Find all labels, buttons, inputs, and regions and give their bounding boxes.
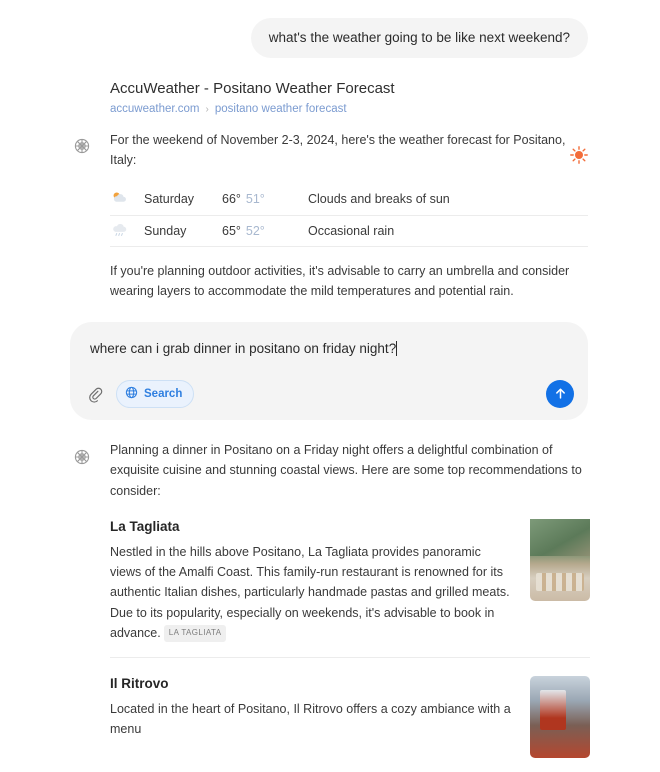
forecast-high: 66°	[222, 192, 241, 207]
recommendation-name: Il Ritrovo	[110, 676, 169, 691]
recommendation-description	[110, 542, 512, 643]
search-chip-label: Search	[144, 387, 183, 400]
table-row	[110, 184, 588, 215]
recommendation-thumbnail[interactable]	[530, 676, 590, 758]
recommendation-text	[110, 676, 512, 758]
assistant-weather-answer	[0, 58, 660, 335]
list-item	[110, 501, 590, 658]
dinner-intro-text: Planning a dinner in Positano on a Friday night offers a delightful combination of exquisite cuisine and stunning coastal views. Here are some top recommendations to consider:	[110, 443, 582, 498]
assistant-dinner-answer	[70, 440, 590, 772]
dinner-answer-body	[70, 440, 590, 772]
assistant-logo-icon	[74, 138, 90, 154]
list-item	[110, 658, 590, 772]
breadcrumb-separator-icon: ›	[205, 103, 209, 115]
forecast-low: 52°	[245, 223, 265, 238]
composer-toolbar	[86, 380, 572, 408]
recommendation-name: La Tagliata	[110, 518, 180, 534]
sun-behind-cloud-icon	[110, 184, 144, 215]
globe-icon	[125, 386, 138, 402]
weather-sun-icon	[570, 146, 588, 164]
weather-card-title: AccuWeather - Positano Weather Forecast	[110, 79, 395, 97]
recommendation-description-text: Nestled in the hills above Positano, La Tagliata provides panoramic views of the Amalfi Coast. This family-run restaurant is renowned for its authentic Italian dishes, particularly handmade pastas and grilled meats. Due to its popularity, especially on weekends, it's advisable to book in advance.	[110, 544, 510, 640]
breadcrumb[interactable]	[110, 103, 588, 115]
forecast-low: 51°	[245, 192, 265, 207]
forecast-high: 65°	[222, 223, 241, 238]
weather-advice-text: If you're planning outdoor activities, it's advisable to carry an umbrella and consider wearing layers to accommodate the mild temperatures and potential rain.	[110, 263, 570, 298]
breadcrumb-path[interactable]: positano weather forecast	[214, 103, 347, 116]
forecast-table	[110, 184, 588, 247]
composer-value: where can i grab dinner in positano on friday night?	[90, 341, 397, 356]
message-composer[interactable]	[70, 322, 588, 420]
recommendation-thumbnail[interactable]	[530, 519, 590, 601]
user-message-bubble: what's the weather going to be like next weekend?	[251, 18, 588, 58]
forecast-temps	[222, 184, 308, 215]
assistant-logo-icon	[74, 449, 90, 465]
user-message-row	[0, 0, 660, 58]
recommendation-description: Located in the heart of Positano, Il Ritrovo offers a cozy ambiance with a menu	[110, 702, 511, 737]
forecast-day: Saturday	[144, 184, 222, 215]
composer-text[interactable]	[86, 336, 572, 358]
table-row	[110, 215, 588, 246]
citation-badge[interactable]: LA TAGLIATA	[164, 625, 227, 642]
breadcrumb-domain[interactable]: accuweather.com	[110, 103, 200, 116]
forecast-description: Clouds and breaks of sun	[308, 184, 588, 215]
forecast-day: Sunday	[144, 215, 222, 246]
rain-cloud-icon	[110, 215, 144, 246]
send-button[interactable]	[546, 380, 574, 408]
text-caret	[396, 341, 397, 356]
paperclip-icon[interactable]	[86, 384, 106, 404]
forecast-temps	[222, 215, 308, 246]
weather-result-card	[72, 80, 588, 335]
search-tool-chip[interactable]	[116, 380, 194, 408]
forecast-description: Occasional rain	[308, 215, 588, 246]
weather-summary-text: For the weekend of November 2-3, 2024, here's the weather forecast for Positano, Italy:	[110, 133, 566, 167]
recommendation-text	[110, 519, 512, 643]
